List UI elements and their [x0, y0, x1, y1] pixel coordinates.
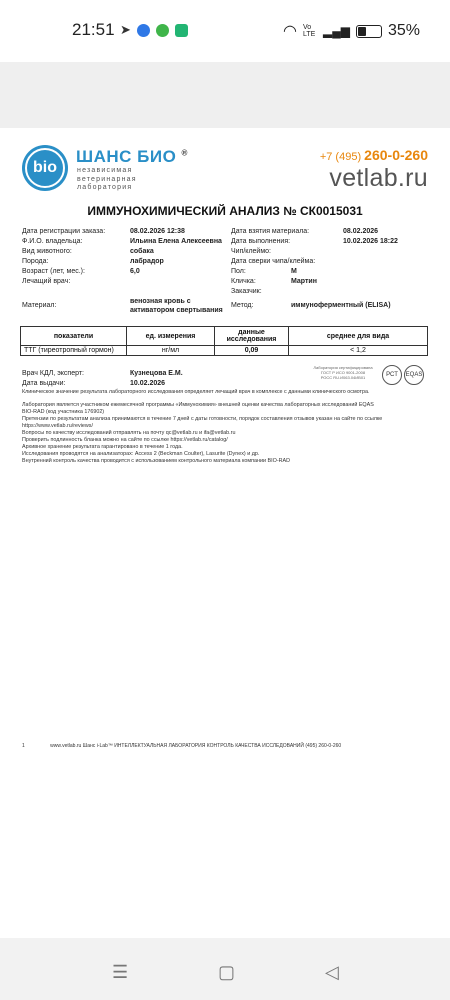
brand-name: ШАНС БИО ®: [76, 147, 188, 166]
column-header: данные исследования: [215, 327, 289, 346]
results-table: [20, 326, 428, 356]
status-bar: [0, 0, 450, 62]
field-label: Вид животного:: [22, 248, 72, 255]
app-icon-blue: [137, 24, 150, 37]
app-icon-green-square: [175, 24, 188, 37]
note-line: Претензии по результатам анализа принимаются в течение 7 дней с даты готовности, порядок составления отзывов указан на сайте по ссылке: [22, 416, 383, 422]
note-line: Архивное хранение результата гарантировано в течение 1 года.: [22, 444, 183, 450]
field-value: 10.02.2026 18:22: [343, 238, 398, 245]
rst-badge-icon: РСТ: [382, 365, 402, 385]
field-value: собака: [130, 248, 154, 255]
telegram-icon: ➤: [120, 22, 131, 37]
cell-name: ТТГ (тиреотропный гормон): [21, 346, 127, 356]
field-value: М: [291, 268, 297, 275]
field-label: Ф.И.О. владельца:: [22, 238, 83, 245]
field-value: лабрадор: [130, 258, 164, 265]
viewer-background-top: [0, 62, 450, 128]
footer-text: www.vetlab.ru Шанс i-Lab™ ИНТЕЛЛЕКТУАЛЬНАЯ ЛАБОРАТОРИЯ КОНТРОЛЬ КАЧЕСТВА ИССЛЕДОВАНИЙ (495) 260-0-260: [50, 743, 342, 749]
table-row: [21, 346, 428, 356]
field-value: 08.02.2026: [343, 228, 379, 235]
eqas-badge-icon: EQAS: [404, 365, 424, 385]
field-label: Заказчик:: [231, 288, 262, 295]
field-label: Чип/клеймо:: [231, 248, 271, 255]
field-value: 6,0: [130, 268, 140, 275]
issue-value: 10.02.2026: [130, 380, 166, 387]
signal-icon: ▂▄▆: [323, 24, 350, 38]
lab-phone: +7 (495) 260-0-260: [319, 147, 428, 163]
field-label: Лечащий врач:: [22, 278, 71, 285]
table-header-row: [21, 327, 428, 346]
field-value: Мартин: [291, 278, 317, 285]
status-time: 21:51: [72, 20, 115, 39]
field-label: Кличка:: [231, 278, 256, 285]
battery-icon: [356, 25, 382, 38]
home-button[interactable]: ▢: [218, 962, 236, 982]
field-label: Порода:: [22, 258, 49, 265]
notification-icons: [120, 22, 188, 38]
field-label: Возраст (лет, мес.):: [22, 268, 85, 275]
field-label: Дата сверки чипа/клейма:: [231, 258, 316, 265]
method-value: иммуноферментный (ELISA): [291, 302, 391, 309]
material-label: Материал:: [22, 302, 57, 309]
status-right: [283, 21, 420, 41]
cell-value: 0,09: [215, 346, 289, 356]
battery-percent: 35%: [387, 22, 420, 39]
lte-icon: Vo LTE: [303, 24, 316, 38]
note-line: https://www.vetlab.ru/reviews/: [22, 423, 94, 429]
column-header: ед. измерения: [127, 327, 215, 346]
note-line: Проверить подлинность бланка можно на сайте по ссылке https://vetlab.ru/catalog/: [22, 437, 228, 443]
note-line: Вопросы по качеству исследований отправлять на почту qc@vetlab.ru и ifa@vetlab.ru: [22, 430, 236, 436]
bio-logo: bio: [22, 145, 68, 191]
field-value: 08.02.2026 12:38: [130, 228, 185, 235]
page-number: 1: [22, 743, 25, 749]
column-header: показатели: [21, 327, 127, 346]
app-icon-green: [156, 24, 169, 37]
method-label: Метод:: [231, 302, 254, 309]
field-label: Пол:: [231, 268, 246, 275]
material-value-2: активатором свертывания: [130, 307, 223, 314]
back-button[interactable]: ◁: [325, 962, 339, 982]
column-header: среднее для вида: [289, 327, 428, 346]
cell-reference: < 1,2: [289, 346, 428, 356]
document-title: ИММУНОХИМИЧЕСКИЙ АНАЛИЗ № СК0015031: [87, 204, 363, 218]
material-value-1: венозная кровь с: [130, 298, 191, 305]
field-label: Дата взятия материала:: [231, 228, 310, 235]
lab-site: vetlab.ru: [329, 164, 428, 192]
doctor-value: Кузнецова Е.М.: [130, 370, 183, 377]
issue-label: Дата выдачи:: [22, 380, 66, 387]
field-label: Дата регистрации заказа:: [22, 228, 106, 235]
note-line: BIO-RAD (код участника 176902): [22, 409, 105, 415]
field-value: Ильина Елена Алексеевна: [130, 238, 222, 245]
field-label: Дата выполнения:: [231, 238, 291, 245]
note-line: Клиническое значение результата лабораторного исследования определяет лечащий врач в комплексе с данными клинического осмотра.: [22, 389, 370, 395]
cell-unit: нг/мл: [127, 346, 215, 356]
note-line: Лаборатория является участником ежемесячной программы «Иммунохимия» внешней оценки качества лабораторных исследований EQAS: [22, 402, 374, 408]
note-line: Внутренний контроль качества проводится с использованием контрольного материала компании BIO-RAD: [22, 458, 291, 464]
wifi-icon: ◠: [283, 23, 297, 40]
page-footer: [22, 743, 341, 749]
menu-button[interactable]: ☰: [112, 962, 129, 982]
certification-note: Лаборатория сертифицирована ГОСТ Р ИСО 9001-2008 РОСС RU.И063.04ИВ01: [313, 365, 373, 380]
brand-subtitle: независимая ветеринарная лаборатория: [77, 167, 137, 191]
note-line: Исследования проводятся на анализаторах: Access 2 (Beckman Coulter), Lasurite (Dynex) и др.: [22, 451, 260, 457]
doctor-label: Врач КДЛ, эксперт:: [22, 370, 84, 377]
